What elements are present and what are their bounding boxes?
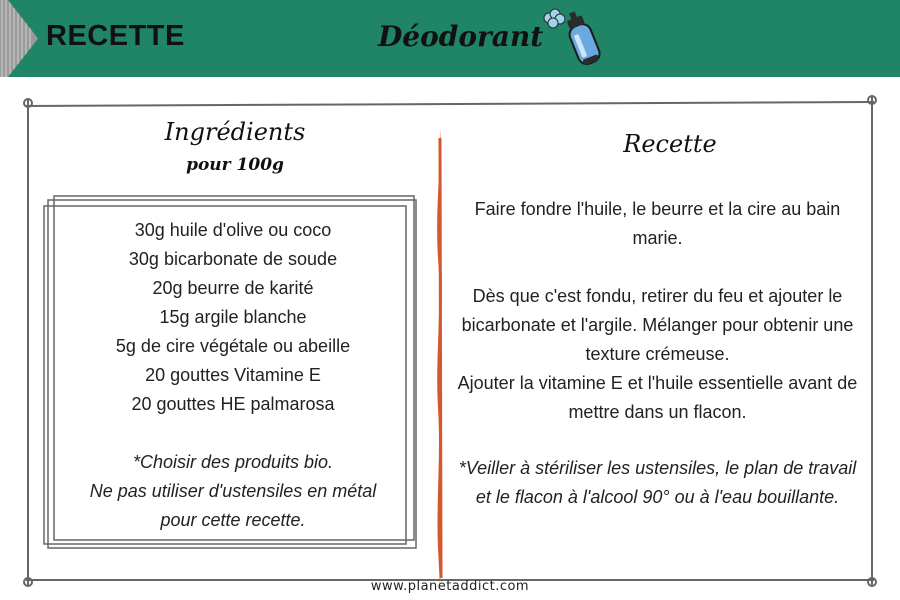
ingredients-subtitle: pour 100g bbox=[186, 155, 284, 175]
ingredients-note bbox=[58, 448, 408, 535]
ingredients-note-line: pour cette recette. bbox=[160, 510, 306, 530]
recipe-step: Dès que c'est fondu, retirer du feu et ajouter le bicarbonate et l'argile. Mélanger pour obtenir une texture crémeuse. bbox=[461, 286, 854, 364]
recipe-steps bbox=[455, 195, 860, 427]
ingredient-item: 15g argile blanche bbox=[159, 307, 307, 327]
chevron-decoration-icon bbox=[0, 0, 38, 77]
ingredient-item: 5g de cire végétale ou abeille bbox=[115, 336, 351, 356]
header-label: RECETTE bbox=[46, 20, 185, 52]
page-title: Déodorant bbox=[378, 20, 544, 53]
column-divider bbox=[432, 128, 448, 588]
ingredients-title: Ingrédients bbox=[164, 118, 306, 146]
recipe-step: Faire fondre l'huile, le beurre et la cire au bain marie. bbox=[474, 199, 841, 248]
ingredient-item: 30g bicarbonate de soude bbox=[128, 249, 338, 269]
spray-bottle-icon bbox=[540, 4, 608, 70]
ingredient-item: 20g beurre de karité bbox=[152, 278, 314, 298]
recipe-note: *Veiller à stériliser les ustensiles, le plan de travail et le flacon à l'alcool 90° ou à l'eau bouillante. bbox=[458, 458, 857, 507]
header-banner bbox=[0, 0, 900, 77]
footer-url: www.planetaddict.com bbox=[370, 579, 530, 594]
ingredients-note-line: Ne pas utiliser d'ustensiles en métal bbox=[89, 481, 377, 501]
ingredient-item: 20 gouttes Vitamine E bbox=[145, 365, 321, 385]
ingredients-list bbox=[58, 216, 408, 419]
recipe-step: Ajouter la vitamine E et l'huile essentielle avant de mettre dans un flacon. bbox=[457, 373, 858, 422]
ingredient-item: 20 gouttes HE palmarosa bbox=[131, 394, 335, 414]
ingredient-item: 30g huile d'olive ou coco bbox=[134, 220, 332, 240]
recipe-title: Recette bbox=[623, 130, 717, 158]
ingredients-note-line: *Choisir des produits bio. bbox=[132, 452, 334, 472]
